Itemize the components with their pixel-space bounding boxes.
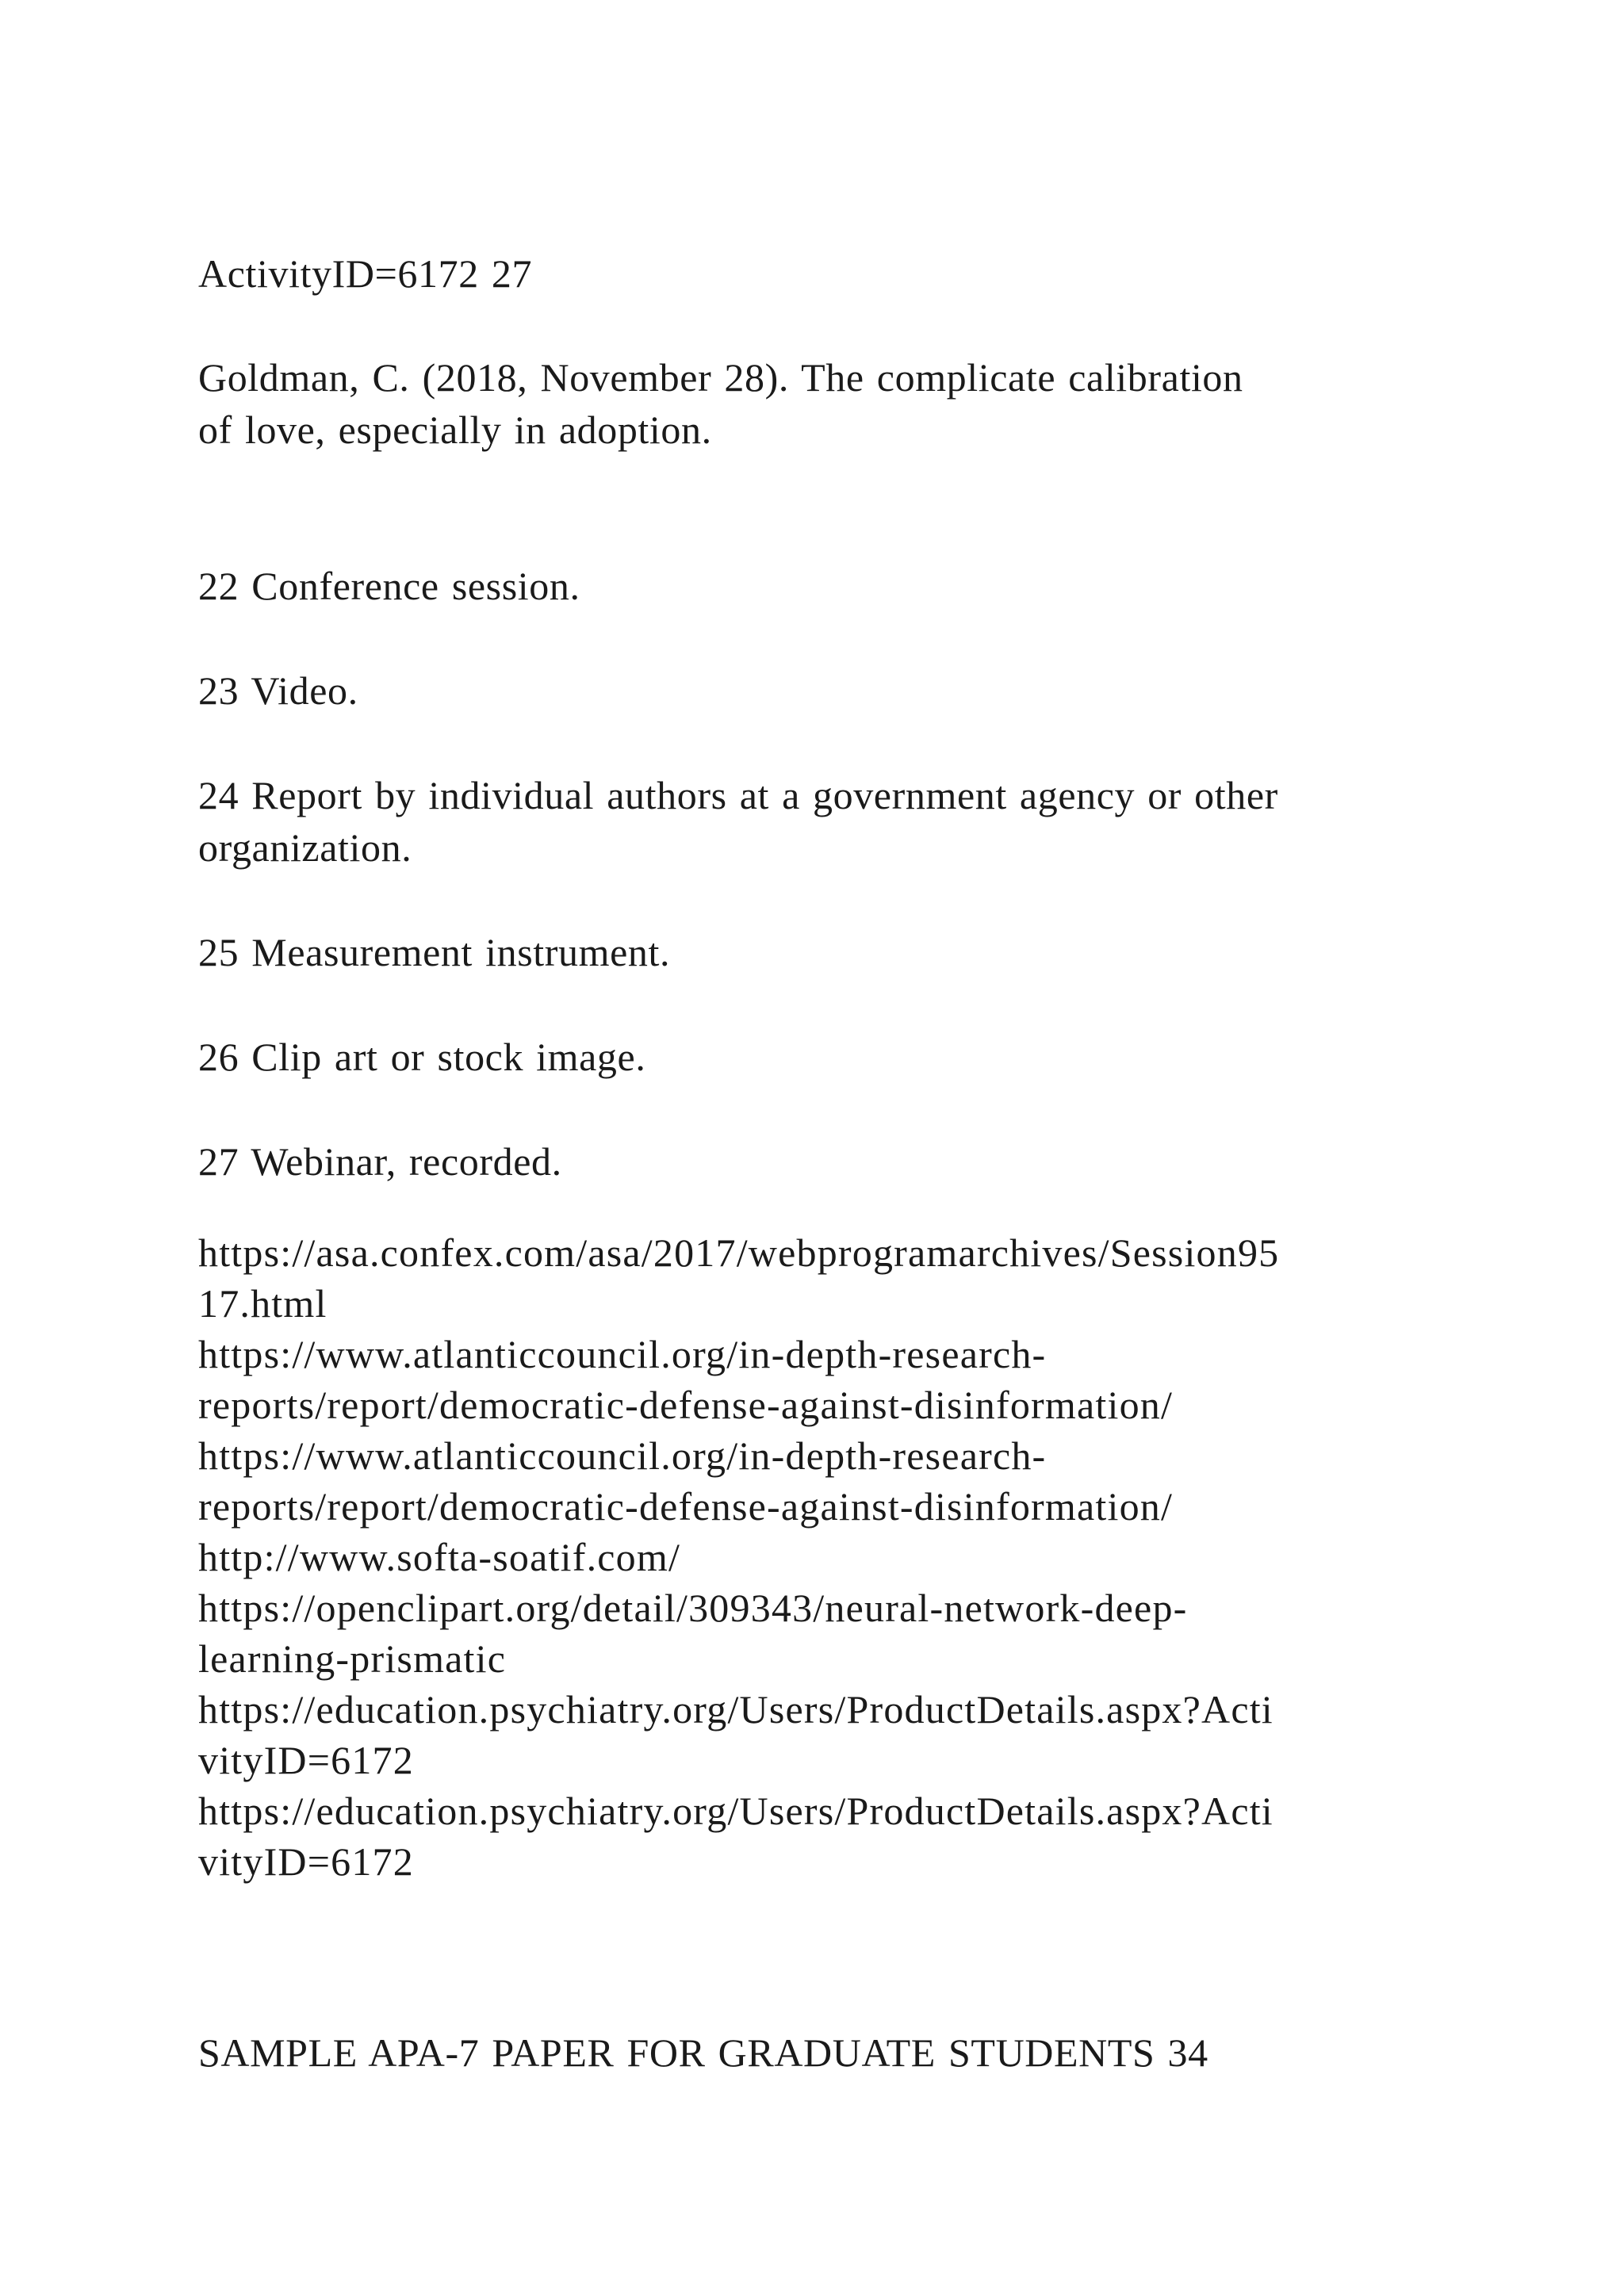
- url-line[interactable]: https://openclipart.org/detail/309343/neural-network-deep-: [198, 1586, 1188, 1630]
- reference-entry-22: 22 Conference session.: [198, 564, 580, 608]
- url-line[interactable]: 17.html: [198, 1281, 327, 1326]
- url-line[interactable]: reports/report/democratic-defense-against-disinformation/: [198, 1383, 1174, 1427]
- url-list: [198, 1227, 1435, 1887]
- reference-entry-24: 24 Report by individual authors at a government agency or other organization.: [198, 773, 1278, 870]
- url-line[interactable]: learning-prismatic: [198, 1636, 507, 1681]
- url-line[interactable]: https://education.psychiatry.org/Users/ProductDetails.aspx?Acti: [198, 1687, 1274, 1732]
- reference-entry-26: 26 Clip art or stock image.: [198, 1035, 646, 1079]
- reference-entry-25: 25 Measurement instrument.: [198, 930, 671, 974]
- url-line[interactable]: https://www.atlanticcouncil.org/in-depth-research-: [198, 1332, 1047, 1376]
- url-line[interactable]: vityID=6172: [198, 1738, 414, 1782]
- goldman-reference: Goldman, C. (2018, November 28). The complicate calibration of love, especially in adoption.: [198, 355, 1243, 452]
- url-line[interactable]: https://www.atlanticcouncil.org/in-depth-research-: [198, 1433, 1047, 1478]
- url-line[interactable]: vityID=6172: [198, 1839, 414, 1884]
- url-line[interactable]: https://education.psychiatry.org/Users/ProductDetails.aspx?Acti: [198, 1789, 1274, 1833]
- activity-id-fragment: ActivityID=6172 27: [198, 251, 533, 296]
- url-line[interactable]: http://www.softa-soatif.com/: [198, 1535, 681, 1579]
- running-head: SAMPLE APA-7 PAPER FOR GRADUATE STUDENTS 34: [198, 2030, 1208, 2075]
- url-line[interactable]: reports/report/democratic-defense-against-disinformation/: [198, 1484, 1174, 1529]
- reference-entry-23: 23 Video.: [198, 668, 358, 713]
- url-line[interactable]: https://asa.confex.com/asa/2017/webprogramarchives/Session95: [198, 1230, 1280, 1275]
- reference-entry-27: 27 Webinar, recorded.: [198, 1139, 562, 1184]
